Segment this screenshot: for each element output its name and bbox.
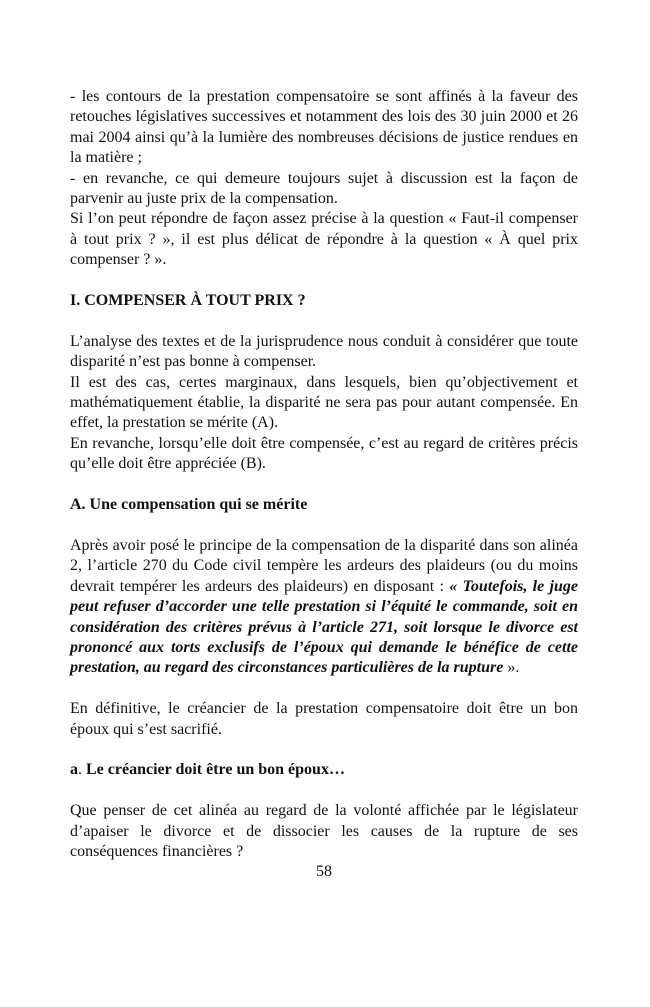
paragraph-article-270 xyxy=(70,536,578,679)
heading-sub-a-letter: a xyxy=(70,761,78,779)
paragraph-criteres: En revanche, lorsqu’elle doit être compensée, c’est au regard de critères précis qu’elle doit être appréciée (B). xyxy=(70,434,578,473)
article-270-closing: ». xyxy=(503,659,520,677)
paragraph-contours: - les contours de la prestation compensatoire se sont affinés à la faveur des retouches législatives successives et notamment des lois des 30 juin 2000 et 26 mai 2004 ainsi qu’à la lumière des nombreuses décisions de justice rendues en la matière ; xyxy=(70,88,578,167)
paragraph-question: Si l’on peut répondre de façon assez précise à la question « Faut-il compenser à tout prix ? », il est plus délicat de répondre à la question « À quel prix compenser ? ». xyxy=(70,210,578,269)
text-block xyxy=(70,87,578,883)
page-footer xyxy=(70,862,578,882)
paragraph-en-revanche: - en revanche, ce qui demeure toujours sujet à discussion est la façon de parvenir au juste prix de la compensation. xyxy=(70,169,578,208)
paragraph-que-penser: Que penser de cet alinéa au regard de la volonté affichée par le législateur d’apaiser le divorce et de dissocier les causes de la rupture de ses conséquences financières ? xyxy=(70,802,578,860)
heading-section-a: A. Une compensation qui se mérite xyxy=(70,496,308,514)
article-270-intro: Après avoir posé le principe de la compensation de la disparité dans son alinéa 2, l’article 270 du Code civil tempère les ardeurs des plaideurs (ou du moins devrait tempérer les ardeurs des plaideurs) en disposant : xyxy=(70,536,578,595)
heading-sub-a-dot: . xyxy=(78,761,86,779)
heading-section-i: I. COMPENSER À TOUT PRIX ? xyxy=(70,292,306,310)
paragraph-cas-marginaux: Il est des cas, certes marginaux, dans lesquels, bien qu’objectivement et mathématiquement établie, la disparité ne sera pas pour autant compensée. En effet, la prestation se mérite (A). xyxy=(70,373,578,432)
heading-sub-a-text: Le créancier doit être un bon époux… xyxy=(86,761,345,779)
paragraph-bon-epoux: En définitive, le créancier de la prestation compensatoire doit être un bon époux qui s’est sacrifié. xyxy=(70,700,578,738)
article-270-quote: « Toutefois, le juge peut refuser d’accorder une telle prestation si l’équité le commande, soit en considération des critères prévus à l’article 271, soit lorsque le divorce est prononcé aux torts exclusifs de l’époux qui demande le bénéfice de cette prestation, au regard des circonstances particulières de la rupture xyxy=(70,577,578,677)
page-number: 58 xyxy=(316,863,332,881)
paragraph-analyse: L’analyse des textes et de la jurisprudence nous conduit à considérer que toute disparité n’est pas bonne à compenser. xyxy=(70,332,578,371)
heading-sub-a xyxy=(70,760,578,780)
